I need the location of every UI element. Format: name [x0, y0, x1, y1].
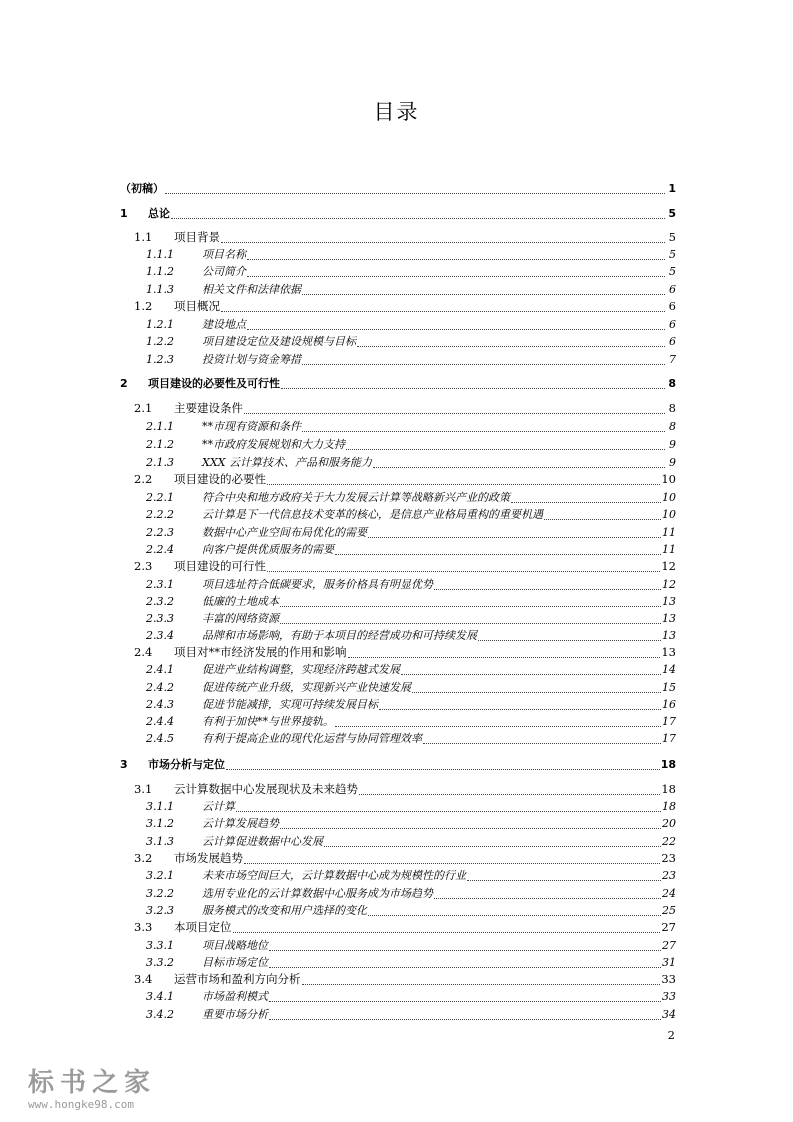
toc-entry-page: 6 — [669, 283, 676, 296]
toc-entry-page: 5 — [669, 248, 676, 261]
toc-entry-title: 云计算是下一代信息技术变革的核心，是信息产业格局重构的重要机遇 — [202, 508, 543, 521]
toc-entry-number: 1.2.3 — [146, 353, 174, 366]
toc-entry-page: 5 — [669, 265, 676, 278]
toc-entry-number: 3.2 — [134, 851, 153, 865]
toc-entry-level-3[interactable] — [146, 988, 676, 1005]
dot-leader — [335, 712, 661, 727]
toc-entry-number: 2 — [120, 377, 128, 390]
toc-entry-level-2[interactable] — [134, 229, 676, 246]
watermark-url: www.hongke98.com — [28, 1098, 134, 1111]
toc-entry-title: 丰富的网络资源 — [202, 612, 279, 625]
toc-entry-level-3[interactable] — [146, 1006, 676, 1023]
toc-entry-level-3[interactable] — [146, 593, 676, 610]
dot-leader — [233, 918, 661, 933]
toc-entry-title: 项目建设的必要性 — [174, 472, 266, 486]
toc-entry-title: 项目概况 — [174, 299, 220, 313]
dot-leader — [267, 470, 660, 485]
toc-entry-page: 6 — [669, 335, 676, 348]
toc-entry-level-3[interactable] — [146, 730, 676, 747]
toc-entry-number: 1.2.2 — [146, 335, 174, 348]
dot-leader — [281, 374, 665, 389]
toc-entry-page: 11 — [662, 543, 676, 556]
toc-entry-page: 15 — [662, 681, 676, 694]
toc-entry-level-3[interactable] — [146, 902, 676, 919]
toc-entry-title: 项目选址符合低碳要求，服务价格具有明显优势 — [202, 578, 433, 591]
dot-leader — [165, 179, 665, 194]
dot-leader — [368, 523, 661, 538]
toc-entry-page: 23 — [662, 869, 676, 882]
toc-entry-number: 2.3.1 — [146, 578, 174, 591]
toc-entry-level-1[interactable] — [120, 180, 676, 197]
dot-leader — [269, 1005, 661, 1020]
toc-entry-title: 目标市场定位 — [202, 956, 268, 969]
toc-entry-level-3[interactable] — [146, 506, 676, 523]
toc-entry-number: 2.4.3 — [146, 698, 174, 711]
dot-leader — [247, 245, 665, 260]
toc-entry-title: 项目背景 — [174, 230, 220, 244]
toc-entry-page: 17 — [662, 715, 676, 728]
toc-entry-page: 20 — [662, 817, 676, 830]
dot-leader — [244, 399, 665, 414]
dot-leader — [269, 987, 661, 1002]
toc-entry-level-3[interactable] — [146, 954, 676, 971]
toc-entry-title: 服务模式的改变和用户选择的变化 — [202, 904, 367, 917]
toc-entry-level-3[interactable] — [146, 351, 676, 368]
toc-entry-page: 8 — [668, 401, 676, 415]
toc-entry-number: 3.2.3 — [146, 904, 174, 917]
toc-entry-title: 项目建设的必要性及可行性 — [148, 377, 280, 390]
toc-entry-level-3[interactable] — [146, 661, 676, 678]
toc-entry-title: 投资计划与资金筹措 — [202, 353, 301, 366]
dot-leader — [302, 280, 665, 295]
dot-leader — [335, 540, 661, 555]
dot-leader — [302, 417, 665, 432]
toc-entry-number: 2.4.4 — [146, 715, 174, 728]
toc-entry-title: 市场发展趋势 — [174, 851, 243, 865]
toc-entry-number: 2.1.3 — [146, 456, 174, 469]
dot-leader — [373, 453, 665, 468]
toc-entry-level-3[interactable] — [146, 418, 676, 435]
toc-entry-title: 运营市场和盈利方向分析 — [174, 972, 301, 986]
toc-entry-number: 2.1.2 — [146, 438, 174, 451]
toc-entry-level-3[interactable] — [146, 798, 676, 815]
toc-entry-page: 12 — [662, 578, 676, 591]
toc-entry-number: 1.2 — [134, 299, 153, 313]
dot-leader — [412, 678, 661, 693]
toc-entry-level-2[interactable] — [134, 298, 676, 315]
toc-entry-number: 3.3.2 — [146, 956, 174, 969]
toc-entry-page: 5 — [668, 230, 676, 244]
toc-entry-number: 2.1 — [134, 401, 153, 415]
toc-entry-number: 2.3.3 — [146, 612, 174, 625]
dot-leader — [478, 626, 661, 641]
toc-entry-number: 3.4.1 — [146, 990, 174, 1003]
toc-entry-level-2[interactable] — [134, 971, 676, 988]
toc-entry-level-3[interactable] — [146, 833, 676, 850]
toc-entry-level-3[interactable] — [146, 679, 676, 696]
toc-entry-title: 有利于加快**与世界接轨。 — [202, 715, 334, 728]
toc-entry-title: 项目战略地位 — [202, 939, 268, 952]
dot-leader — [226, 755, 660, 770]
toc-entry-page: 13 — [662, 612, 676, 625]
toc-entry-title: 项目名称 — [202, 248, 246, 261]
toc-entry-title: 建设地点 — [202, 318, 246, 331]
toc-entry-page: 5 — [668, 207, 676, 220]
dot-leader — [368, 901, 661, 916]
toc-entry-page: 14 — [662, 663, 676, 676]
toc-entry-number: 2.2.3 — [146, 526, 174, 539]
toc-entry-level-3[interactable] — [146, 713, 676, 730]
toc-entry-page: 8 — [668, 377, 676, 390]
toc-entry-number: 1.1.1 — [146, 248, 174, 261]
toc-entry-title: 市场盈利模式 — [202, 990, 268, 1003]
dot-leader — [348, 643, 661, 658]
toc-entry-number: 3.3.1 — [146, 939, 174, 952]
toc-entry-page: 6 — [668, 299, 676, 313]
toc-entry-level-2[interactable] — [134, 781, 676, 798]
dot-leader — [346, 435, 665, 450]
toc-entry-page: 27 — [661, 920, 676, 934]
toc-entry-number: 1.1.2 — [146, 265, 174, 278]
dot-leader — [357, 332, 665, 347]
dot-leader — [171, 204, 665, 219]
toc-entry-title: 促进产业结构调整，实现经济跨越式发展 — [202, 663, 400, 676]
toc-entry-level-3[interactable] — [146, 333, 676, 350]
watermark-brand: 标书之家 — [28, 1068, 157, 1098]
toc-entry-page: 10 — [662, 491, 676, 504]
toc-entry-level-3[interactable] — [146, 316, 676, 333]
toc-entry-title: 选用专业化的云计算数据中心服务成为市场趋势 — [202, 887, 433, 900]
toc-entry-level-2[interactable] — [134, 644, 676, 661]
toc-entry-title: **市现有资源和条件 — [202, 420, 301, 433]
toc-entry-number: 1.2.1 — [146, 318, 174, 331]
toc-entry-title: 市场分析与定位 — [148, 758, 225, 771]
toc-entry-level-3[interactable] — [146, 815, 676, 832]
dot-leader — [221, 297, 665, 312]
page-title: 目录 — [373, 100, 420, 124]
toc-entry-number: 3.4 — [134, 972, 153, 986]
toc-entry-page: 18 — [662, 800, 676, 813]
toc-entry-number: 3.2.2 — [146, 887, 174, 900]
toc-entry-title: 重要市场分析 — [202, 1008, 268, 1021]
toc-entry-title: 本项目定位 — [174, 920, 232, 934]
dot-leader — [247, 315, 665, 330]
toc-entry-page: 10 — [662, 508, 676, 521]
toc-entry-number: 2.3.2 — [146, 595, 174, 608]
dot-leader — [467, 866, 661, 881]
toc-entry-page: 9 — [669, 438, 676, 451]
toc-entry-level-2[interactable] — [134, 919, 676, 936]
toc-entry-number: 2.4 — [134, 645, 153, 659]
dot-leader — [236, 797, 661, 812]
toc-entry-title: **市政府发展规划和大力支持 — [202, 438, 345, 451]
toc-entry-title: 相关文件和法律依据 — [202, 283, 301, 296]
toc-entry-page: 16 — [662, 698, 676, 711]
toc-entry-number: 3.2.1 — [146, 869, 174, 882]
toc-entry-page: 33 — [662, 990, 676, 1003]
toc-entry-title: 云计算数据中心发展现状及未来趋势 — [174, 782, 358, 796]
toc-entry-number: 1.1 — [134, 230, 153, 244]
dot-leader — [280, 592, 661, 607]
toc-entry-level-3[interactable] — [146, 436, 676, 453]
toc-entry-number: 3 — [120, 758, 128, 771]
toc-entry-level-3[interactable] — [146, 610, 676, 627]
toc-entry-level-1[interactable] — [120, 756, 676, 773]
toc-entry-title: 项目建设的可行性 — [174, 559, 266, 573]
toc-entry-page: 23 — [661, 851, 676, 865]
dot-leader — [247, 262, 665, 277]
watermark-logo — [28, 1068, 168, 1118]
toc-entry-page: 9 — [669, 456, 676, 469]
toc-entry-level-3[interactable] — [146, 867, 676, 884]
toc-entry-page: 10 — [661, 472, 676, 486]
dot-leader — [280, 814, 661, 829]
toc-entry-title: 云计算 — [202, 800, 235, 813]
dot-leader — [269, 953, 661, 968]
toc-entry-page: 1 — [668, 182, 676, 195]
toc-entry-title: 品牌和市场影响，有助于本项目的经营成功和可持续发展 — [202, 629, 477, 642]
toc-entry-level-3[interactable] — [146, 454, 676, 471]
toc-entry-title: 云计算发展趋势 — [202, 817, 279, 830]
toc-entry-page: 11 — [662, 526, 676, 539]
toc-entry-page: 13 — [662, 629, 676, 642]
toc-entry-title: 符合中央和地方政府关于大力发展云计算等战略新兴产业的政策 — [202, 491, 510, 504]
toc-entry-title: 数据中心产业空间布局优化的需要 — [202, 526, 367, 539]
toc-entry-page: 7 — [669, 353, 676, 366]
toc-entry-page: 18 — [661, 782, 676, 796]
toc-entry-number: 2.4.1 — [146, 663, 174, 676]
toc-entry-level-2[interactable] — [134, 850, 676, 867]
toc-entry-number: 3.1.2 — [146, 817, 174, 830]
dot-leader — [302, 970, 661, 985]
toc-entry-title: 项目对**市经济发展的作用和影响 — [174, 645, 347, 659]
toc-entry-level-3[interactable] — [146, 576, 676, 593]
toc-entry-number: 3.3 — [134, 920, 153, 934]
toc-entry-level-3[interactable] — [146, 281, 676, 298]
toc-entry-level-3[interactable] — [146, 246, 676, 263]
toc-entry-number: 2.3.4 — [146, 629, 174, 642]
dot-leader — [267, 557, 660, 572]
toc-entry-page: 25 — [662, 904, 676, 917]
page-number: 2 — [667, 1028, 675, 1042]
toc-entry-level-3[interactable] — [146, 541, 676, 558]
toc-entry-number: 3.1.1 — [146, 800, 174, 813]
toc-entry-page: 18 — [660, 758, 676, 771]
toc-entry-level-3[interactable] — [146, 489, 676, 506]
toc-entry-level-3[interactable] — [146, 627, 676, 644]
dot-leader — [269, 936, 661, 951]
toc-entry-level-3[interactable] — [146, 524, 676, 541]
toc-entry-number: 2.2.1 — [146, 491, 174, 504]
toc-entry-title: （初稿） — [120, 182, 164, 195]
dot-leader — [221, 228, 665, 243]
dot-leader — [544, 505, 661, 520]
dot-leader — [511, 488, 661, 503]
dot-leader — [434, 884, 661, 899]
dot-leader — [302, 350, 665, 365]
toc-entry-number: 3.1 — [134, 782, 153, 796]
toc-entry-level-2[interactable] — [134, 400, 676, 417]
toc-entry-page: 31 — [662, 956, 676, 969]
dot-leader — [280, 609, 661, 624]
dot-leader — [244, 849, 660, 864]
toc-entry-level-3[interactable] — [146, 937, 676, 954]
toc-entry-page: 8 — [669, 420, 676, 433]
toc-entry-title: 公司简介 — [202, 265, 246, 278]
toc-entry-page: 33 — [661, 972, 676, 986]
toc-entry-title: 云计算促进数据中心发展 — [202, 835, 323, 848]
toc-entry-page: 17 — [662, 732, 676, 745]
toc-entry-level-1[interactable] — [120, 205, 676, 222]
dot-leader — [379, 695, 661, 710]
toc-entry-title: 促进传统产业升级，实现新兴产业快速发展 — [202, 681, 411, 694]
toc-entry-level-3[interactable] — [146, 885, 676, 902]
toc-entry-level-2[interactable] — [134, 558, 676, 575]
toc-entry-level-3[interactable] — [146, 263, 676, 280]
toc-entry-number: 2.4.5 — [146, 732, 174, 745]
toc-entry-number: 2.2 — [134, 472, 153, 486]
toc-entry-page: 12 — [661, 559, 676, 573]
toc-entry-title: 低廉的土地成本 — [202, 595, 279, 608]
toc-entry-level-2[interactable] — [134, 471, 676, 488]
toc-entry-number: 3.4.2 — [146, 1008, 174, 1021]
toc-entry-page: 24 — [662, 887, 676, 900]
toc-entry-number: 2.3 — [134, 559, 153, 573]
dot-leader — [423, 729, 661, 744]
toc-entry-title: 促进节能减排，实现可持续发展目标 — [202, 698, 378, 711]
toc-entry-number: 2.2.4 — [146, 543, 174, 556]
toc-entry-number: 3.1.3 — [146, 835, 174, 848]
toc-entry-number: 2.4.2 — [146, 681, 174, 694]
toc-entry-title: 有利于提高企业的现代化运营与协同管理效率 — [202, 732, 422, 745]
toc-entry-page: 34 — [662, 1008, 676, 1021]
toc-entry-level-1[interactable] — [120, 375, 676, 392]
toc-entry-number: 1.1.3 — [146, 283, 174, 296]
toc-entry-page: 13 — [661, 645, 676, 659]
toc-entry-number: 2.2.2 — [146, 508, 174, 521]
toc-entry-level-3[interactable] — [146, 696, 676, 713]
toc-entry-title: 总论 — [148, 207, 170, 220]
toc-entry-page: 22 — [662, 835, 676, 848]
toc-entry-page: 27 — [662, 939, 676, 952]
toc-entry-title: 向客户提供优质服务的需要 — [202, 543, 334, 556]
toc-entry-page: 6 — [669, 318, 676, 331]
dot-leader — [359, 780, 660, 795]
dot-leader — [401, 660, 661, 675]
toc-entry-number: 1 — [120, 207, 128, 220]
toc-entry-title: 项目建设定位及建设规模与目标 — [202, 335, 356, 348]
toc-entry-title: XXX 云计算技术、产品和服务能力 — [202, 456, 372, 469]
toc-entry-number: 2.1.1 — [146, 420, 174, 433]
toc-entry-title: 未来市场空间巨大，云计算数据中心成为规模性的行业 — [202, 869, 466, 882]
dot-leader — [434, 575, 661, 590]
toc-entry-title: 主要建设条件 — [174, 401, 243, 415]
toc-entry-page: 13 — [662, 595, 676, 608]
dot-leader — [324, 832, 661, 847]
